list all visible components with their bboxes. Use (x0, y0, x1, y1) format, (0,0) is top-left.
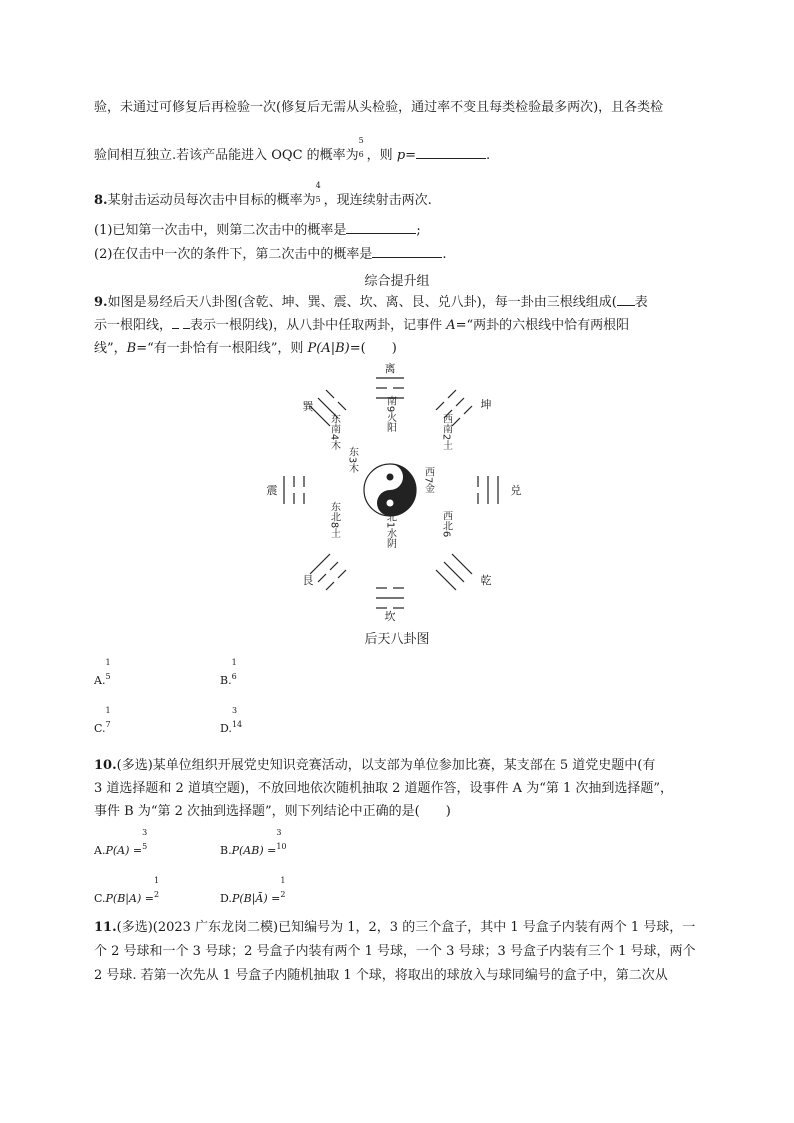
q8-blank-1[interactable] (346, 221, 416, 234)
q11-line2: 个 2 号球和一个 3 号球；2 号盒子内装有两个 1 号球，一个 3 号球；3 号盒子内装有三个 1 号球，两个 (94, 944, 696, 959)
q7-text: 验间相互独立.若该产品能进入 OQC 的概率为 (94, 148, 359, 163)
q9-option-d[interactable]: D. 3 14 (220, 706, 243, 735)
q10-line1: 10.(多选)某单位组织开展党史知识竞赛活动，以支部为单位参加比赛，某支部在 5 道党史题中(有 (94, 758, 656, 773)
trigram-name-dui: 兑 (510, 484, 522, 497)
trigram-name-qian: 乾 (480, 574, 492, 587)
q10-option-d[interactable]: D.P(B|Ā) = 1 2 (220, 876, 286, 905)
label-northeast: 东北8土 (328, 501, 340, 539)
q9-line3: 线”，B=“有一卦恰有一根阳线”，则 P(A|B)=( ) (94, 341, 397, 356)
trigram-name-gen: 艮 (302, 574, 314, 587)
q8-blank-2[interactable] (372, 245, 442, 258)
q8-fraction: 4 5 (315, 181, 321, 204)
trigram-qian (436, 554, 472, 590)
q10-line2: 3 道选择题和 2 道填空题)，不放回地依次随机抽取 2 道题作答，设事件 A 为“第 1 次抽到选择题”， (94, 781, 674, 796)
q7-fraction: 5 6 (358, 136, 364, 159)
q7-line2: 验间相互独立.若该产品能进入 OQC 的概率为 5 6 ，则 p= . (94, 136, 491, 163)
q10-option-b[interactable]: B.P(AB) = 3 10 (220, 828, 287, 857)
label-west: 西7金 (422, 466, 434, 494)
label-north: 北1水阴 (384, 511, 396, 549)
q7-line1: 验，未通过可修复后再检验一次(修复后无需从头检验，通过率不变且每类检验最多两次)，且各类检 (94, 100, 664, 115)
trigram-name-kun: 坤 (480, 398, 492, 411)
diagram-caption: 后天八卦图 (364, 632, 430, 647)
label-southwest: 西南2土 (440, 413, 452, 451)
trigram-zhen (284, 476, 304, 504)
trigram-kan (376, 588, 404, 608)
q9-option-a[interactable]: A. 1 5 (94, 658, 111, 687)
bagua-diagram (246, 362, 546, 622)
yang-line-sample (617, 293, 635, 306)
q9-option-c[interactable]: C. 1 7 (94, 706, 111, 735)
q9-line1: 9.如图是易经后天八卦图(含乾、坤、巽、震、坎、离、艮、兑八卦)，每一卦由三根线组成( 表 (94, 295, 648, 310)
q10-option-c[interactable]: C.P(B|A) = 1 2 (94, 876, 160, 905)
q10-option-a[interactable]: A.P(A) = 3 5 (94, 828, 148, 857)
trigram-name-kan: 坎 (384, 610, 396, 622)
trigram-dui (478, 476, 498, 504)
q8-stem: 8.某射击运动员每次击中目标的概率为 4 5 ，现连续射击两次. (94, 181, 432, 208)
q8-sub2: (2)在仅击中一次的条件下，第二次击中的概率是 . (94, 247, 447, 262)
label-east: 东3木 (346, 446, 358, 474)
trigram-name-zhen: 震 (266, 484, 278, 497)
trigram-name-xun: 巽 (302, 400, 314, 413)
label-northwest: 西北6 (440, 510, 452, 538)
section-title: 综合提升组 (364, 274, 430, 289)
label-southeast: 东南4木 (328, 413, 340, 451)
q9-option-b[interactable]: B. 1 6 (220, 658, 237, 687)
q9-line2: 示一根阳线， 表示一根阴线)，从八卦中任取两卦，记事件 A=“两卦的六根线中恰有两根阳 (94, 318, 630, 333)
q11-line3: 2 号球. 若第一次先从 1 号盒子内随机抽取 1 个球，将取出的球放入与球同编号的盒子中，第二次从 (94, 968, 668, 983)
yin-line-sample (172, 317, 190, 329)
q8-sub1: (1)已知第一次击中，则第二次击中的概率是 ; (94, 223, 421, 238)
trigram-name-li: 离 (384, 362, 396, 375)
trigram-gen (310, 554, 346, 590)
q10-line3: 事件 B 为“第 2 次抽到选择题”，则下列结论中正确的是( ) (94, 804, 451, 819)
label-south: 南9火阳 (384, 395, 396, 433)
q11-line1: 11.(多选)(2023 广东龙岗二模)已知编号为 1，2，3 的三个盒子，其中 1 号盒子内装有两个 1 号球，一 (94, 920, 696, 935)
taiji-icon (364, 464, 416, 516)
q7-answer-blank[interactable] (416, 146, 486, 159)
